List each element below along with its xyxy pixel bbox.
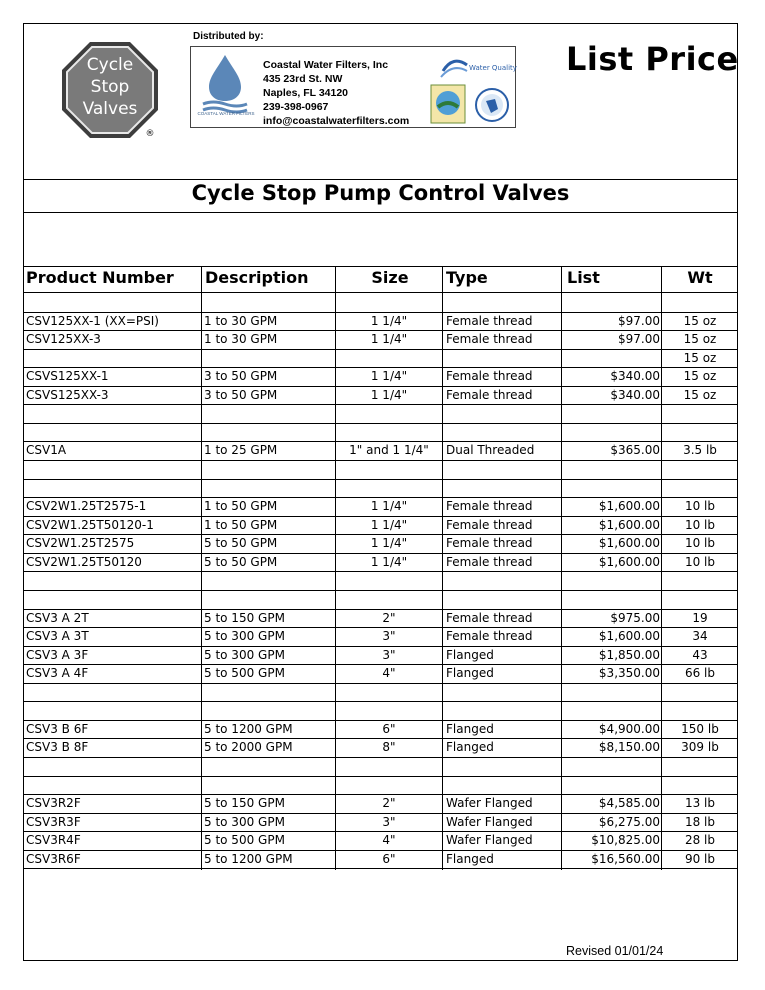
cell-list-price: $365.00 xyxy=(610,443,660,458)
cell-list-price: $97.00 xyxy=(618,332,660,347)
cell-weight: 309 lb xyxy=(681,740,719,755)
cell-size xyxy=(336,757,442,776)
water-quality-logo xyxy=(437,51,517,81)
cell-weight: 10 lb xyxy=(684,499,716,514)
cell-weight: 43 xyxy=(692,647,708,662)
cell-type: Female thread xyxy=(446,554,533,569)
cell-description: 1 to 50 GPM xyxy=(204,499,278,514)
cell-size xyxy=(336,423,442,442)
cell-weight xyxy=(662,423,738,442)
cell-list-price: $16,560.00 xyxy=(591,851,660,866)
table-row xyxy=(23,813,738,832)
table-row xyxy=(23,701,738,720)
cell-list-price xyxy=(562,423,660,442)
cell-list-price: $1,600.00 xyxy=(598,536,660,551)
col-header-wt: Wt xyxy=(687,268,713,287)
distributor-address xyxy=(263,58,409,128)
cell-type: Flanged xyxy=(446,721,494,736)
table-row xyxy=(23,720,738,739)
cell-weight xyxy=(662,293,738,312)
cell-type: Wafer Flanged xyxy=(446,814,533,829)
cell-type: Flanged xyxy=(446,851,494,866)
cell-weight xyxy=(662,404,738,423)
cell-list-price: $8,150.00 xyxy=(598,740,660,755)
cell-size: 8" xyxy=(382,740,396,755)
cell-weight: 28 lb xyxy=(684,833,716,848)
table-row xyxy=(23,330,738,349)
cell-description: 5 to 2000 GPM xyxy=(204,740,293,755)
cycle-stop-valves-logo xyxy=(60,40,160,140)
cell-description: 1 to 30 GPM xyxy=(204,313,278,328)
table-row xyxy=(23,460,738,479)
distributor-name: Coastal Water Filters, Inc xyxy=(263,59,389,71)
cell-type: Female thread xyxy=(446,629,533,644)
table-row xyxy=(23,497,738,516)
cell-type: Female thread xyxy=(446,610,533,625)
cell-weight: 13 lb xyxy=(684,796,716,811)
cell-size: 1" and 1 1/4" xyxy=(349,443,429,458)
col-header-product-number: Product Number xyxy=(26,268,174,287)
cell-description: 1 to 50 GPM xyxy=(204,517,278,532)
cell-list-price xyxy=(562,349,660,368)
cell-description: 1 to 30 GPM xyxy=(204,332,278,347)
registered-mark: ® xyxy=(145,129,155,139)
cell-list-price: $340.00 xyxy=(610,369,660,384)
divider xyxy=(23,212,738,213)
table-row xyxy=(23,609,738,628)
cell-product-number: CSV3 A 2T xyxy=(26,610,89,625)
cell-list-price xyxy=(562,404,660,423)
table-row xyxy=(23,850,738,869)
cell-product-number: CSV3 A 4F xyxy=(26,666,89,681)
cell-weight: 150 lb xyxy=(681,721,719,736)
cell-type: Flanged xyxy=(446,666,494,681)
revised-date: Revised 01/01/24 xyxy=(566,944,664,958)
table-row xyxy=(23,516,738,535)
cell-weight xyxy=(662,701,738,720)
cell-type: Female thread xyxy=(446,517,533,532)
cell-size: 1 1/4" xyxy=(370,387,408,402)
logo-line-1: Cycle xyxy=(86,55,134,75)
distributor-email: info@coastalwaterfilters.com xyxy=(263,115,410,127)
cell-product-number: CSV3R4F xyxy=(26,833,81,848)
distributor-street: 435 23rd St. NW xyxy=(263,73,343,85)
table-row xyxy=(23,553,738,572)
table-row xyxy=(23,627,738,646)
cell-size: 2" xyxy=(382,610,396,625)
cell-size xyxy=(336,590,442,609)
cell-weight xyxy=(662,479,738,498)
cell-product-number: CSV3R6F xyxy=(26,851,81,866)
cell-list-price: $340.00 xyxy=(610,387,660,402)
cell-description: 5 to 300 GPM xyxy=(204,647,285,662)
cell-description: 5 to 50 GPM xyxy=(204,554,278,569)
cell-product-number: CSV125XX-3 xyxy=(26,332,101,347)
cell-type: Flanged xyxy=(446,647,494,662)
cell-size xyxy=(336,479,442,498)
cell-list-price xyxy=(562,776,660,795)
cell-size xyxy=(336,683,442,702)
list-price-heading: List Price xyxy=(566,40,739,78)
cell-list-price: $4,585.00 xyxy=(598,796,660,811)
cell-product-number: CSV2W1.25T2575 xyxy=(26,536,135,551)
cell-type: Female thread xyxy=(446,332,533,347)
cell-type: Female thread xyxy=(446,369,533,384)
cell-size: 1 1/4" xyxy=(370,499,408,514)
cell-description: 1 to 25 GPM xyxy=(204,443,278,458)
cell-type: Dual Threaded xyxy=(446,443,535,458)
cell-list-price xyxy=(562,479,660,498)
col-header-description: Description xyxy=(205,268,309,287)
cell-product-number: CSV3 B 8F xyxy=(26,740,89,755)
table-row xyxy=(23,590,738,609)
certification-seal-icon xyxy=(473,83,511,125)
cell-product-number: CSVS125XX-3 xyxy=(26,387,109,402)
logo-line-2: Stop xyxy=(90,77,130,97)
cell-description: 5 to 300 GPM xyxy=(204,629,285,644)
cell-product-number: CSV3 A 3F xyxy=(26,647,89,662)
divider xyxy=(23,266,738,267)
cell-weight xyxy=(662,683,738,702)
cell-size xyxy=(336,571,442,590)
cell-weight: 18 lb xyxy=(684,814,716,829)
distributor-phone: 239-398-0967 xyxy=(263,101,329,113)
cell-weight xyxy=(662,590,738,609)
cell-list-price xyxy=(562,293,660,312)
cell-list-price xyxy=(562,460,660,479)
distributor-box xyxy=(190,46,516,128)
cell-weight xyxy=(662,571,738,590)
cell-type: Wafer Flanged xyxy=(446,833,533,848)
table-row xyxy=(23,683,738,702)
cell-list-price: $4,900.00 xyxy=(598,721,660,736)
cell-description: 5 to 150 GPM xyxy=(204,796,285,811)
table-row xyxy=(23,423,738,442)
cell-weight xyxy=(662,757,738,776)
cell-type: Female thread xyxy=(446,499,533,514)
table-row xyxy=(23,646,738,665)
cell-product-number: CSV3 B 6F xyxy=(26,721,89,736)
cell-product-number: CSV3 A 3T xyxy=(26,629,89,644)
cell-size: 2" xyxy=(382,796,396,811)
cell-product-number: CSVS125XX-1 xyxy=(26,369,109,384)
cell-list-price xyxy=(562,683,660,702)
cell-description: 3 to 50 GPM xyxy=(204,369,278,384)
divider xyxy=(23,179,738,180)
col-header-type: Type xyxy=(446,268,488,287)
cell-type: Female thread xyxy=(446,536,533,551)
col-header-list: List xyxy=(567,268,600,287)
distributed-by-label: Distributed by: xyxy=(193,31,264,42)
cell-list-price: $975.00 xyxy=(610,610,660,625)
table-row xyxy=(23,831,738,850)
cell-size: 1 1/4" xyxy=(370,313,408,328)
table-row xyxy=(23,794,738,813)
cell-weight: 15 oz xyxy=(683,369,717,384)
cell-list-price xyxy=(562,571,660,590)
table-row xyxy=(23,293,738,312)
cell-size xyxy=(336,293,442,312)
cell-type: Flanged xyxy=(446,740,494,755)
cell-weight: 3.5 lb xyxy=(683,443,717,458)
cell-list-price: $97.00 xyxy=(618,313,660,328)
association-badge-icon xyxy=(429,83,467,125)
cell-product-number: CSV125XX-1 (XX=PSI) xyxy=(26,313,159,328)
table-row xyxy=(23,757,738,776)
page-title: Cycle Stop Pump Control Valves xyxy=(191,181,570,205)
table-row xyxy=(23,404,738,423)
cell-size: 1 1/4" xyxy=(370,554,408,569)
water-quality-text: Water Quality xyxy=(469,64,517,72)
cell-weight: 15 oz xyxy=(683,313,717,328)
cell-product-number: CSV1A xyxy=(26,443,67,458)
cell-weight: 19 xyxy=(692,610,708,625)
cell-description: 5 to 50 GPM xyxy=(204,536,278,551)
cell-product-number: CSV2W1.25T50120 xyxy=(26,554,142,569)
col-header-size: Size xyxy=(371,268,409,287)
distributor-city: Naples, FL 34120 xyxy=(263,87,349,99)
cell-list-price: $1,600.00 xyxy=(598,629,660,644)
table-row xyxy=(23,776,738,795)
cell-weight xyxy=(662,460,738,479)
cell-weight: 15 oz xyxy=(683,387,717,402)
logo-line-3: Valves xyxy=(82,99,138,119)
cell-weight: 15 oz xyxy=(683,350,717,365)
cell-weight: 10 lb xyxy=(684,517,716,532)
cell-list-price: $1,600.00 xyxy=(598,554,660,569)
cell-size: 3" xyxy=(382,647,396,662)
cell-weight xyxy=(662,776,738,795)
table-row xyxy=(23,479,738,498)
cell-description: 5 to 500 GPM xyxy=(204,833,285,848)
table-row xyxy=(23,312,738,331)
cell-size: 1 1/4" xyxy=(370,536,408,551)
table-row xyxy=(23,367,738,386)
cell-size: 3" xyxy=(382,814,396,829)
cell-list-price: $1,600.00 xyxy=(598,499,660,514)
cell-size: 1 1/4" xyxy=(370,369,408,384)
table-row xyxy=(23,571,738,590)
cell-description: 5 to 300 GPM xyxy=(204,814,285,829)
cell-product-number: CSV2W1.25T50120-1 xyxy=(26,517,154,532)
cell-product-number: CSV3R2F xyxy=(26,796,81,811)
cell-list-price: $10,825.00 xyxy=(591,833,660,848)
cell-weight: 34 xyxy=(692,629,708,644)
cell-weight: 66 lb xyxy=(684,666,716,681)
cell-list-price xyxy=(562,590,660,609)
cell-list-price xyxy=(562,701,660,720)
cell-size xyxy=(336,776,442,795)
table-row xyxy=(23,441,738,460)
cell-size xyxy=(336,349,442,368)
cell-product-number: CSV3R3F xyxy=(26,814,81,829)
cell-size: 1 1/4" xyxy=(370,332,408,347)
cell-description: 5 to 500 GPM xyxy=(204,666,285,681)
cell-weight: 10 lb xyxy=(684,536,716,551)
cell-size xyxy=(336,404,442,423)
cell-size: 4" xyxy=(382,666,396,681)
cell-size: 6" xyxy=(382,851,396,866)
row-line xyxy=(23,868,738,869)
cell-size: 3" xyxy=(382,629,396,644)
cell-description: 3 to 50 GPM xyxy=(204,387,278,402)
cell-weight: 15 oz xyxy=(683,332,717,347)
table-row xyxy=(23,664,738,683)
cell-weight: 90 lb xyxy=(684,851,716,866)
cell-list-price: $1,600.00 xyxy=(598,517,660,532)
cell-size: 4" xyxy=(382,833,396,848)
cell-weight: 10 lb xyxy=(684,554,716,569)
cell-list-price: $6,275.00 xyxy=(598,814,660,829)
cell-type: Female thread xyxy=(446,387,533,402)
cell-type: Wafer Flanged xyxy=(446,796,533,811)
cell-list-price: $3,350.00 xyxy=(598,666,660,681)
cell-size xyxy=(336,460,442,479)
cell-list-price xyxy=(562,757,660,776)
cell-size: 1 1/4" xyxy=(370,517,408,532)
distributor-logo-caption: COASTAL WATER FILTERS xyxy=(197,111,255,116)
cell-list-price: $1,850.00 xyxy=(598,647,660,662)
cell-product-number: CSV2W1.25T2575-1 xyxy=(26,499,147,514)
cell-size: 6" xyxy=(382,721,396,736)
cell-size xyxy=(336,701,442,720)
cell-description: 5 to 150 GPM xyxy=(204,610,285,625)
cell-type: Female thread xyxy=(446,313,533,328)
cell-description: 5 to 1200 GPM xyxy=(204,721,293,736)
table-row xyxy=(23,386,738,405)
cell-description: 5 to 1200 GPM xyxy=(204,851,293,866)
table-row xyxy=(23,534,738,553)
table-row xyxy=(23,738,738,757)
table-row xyxy=(23,349,738,368)
